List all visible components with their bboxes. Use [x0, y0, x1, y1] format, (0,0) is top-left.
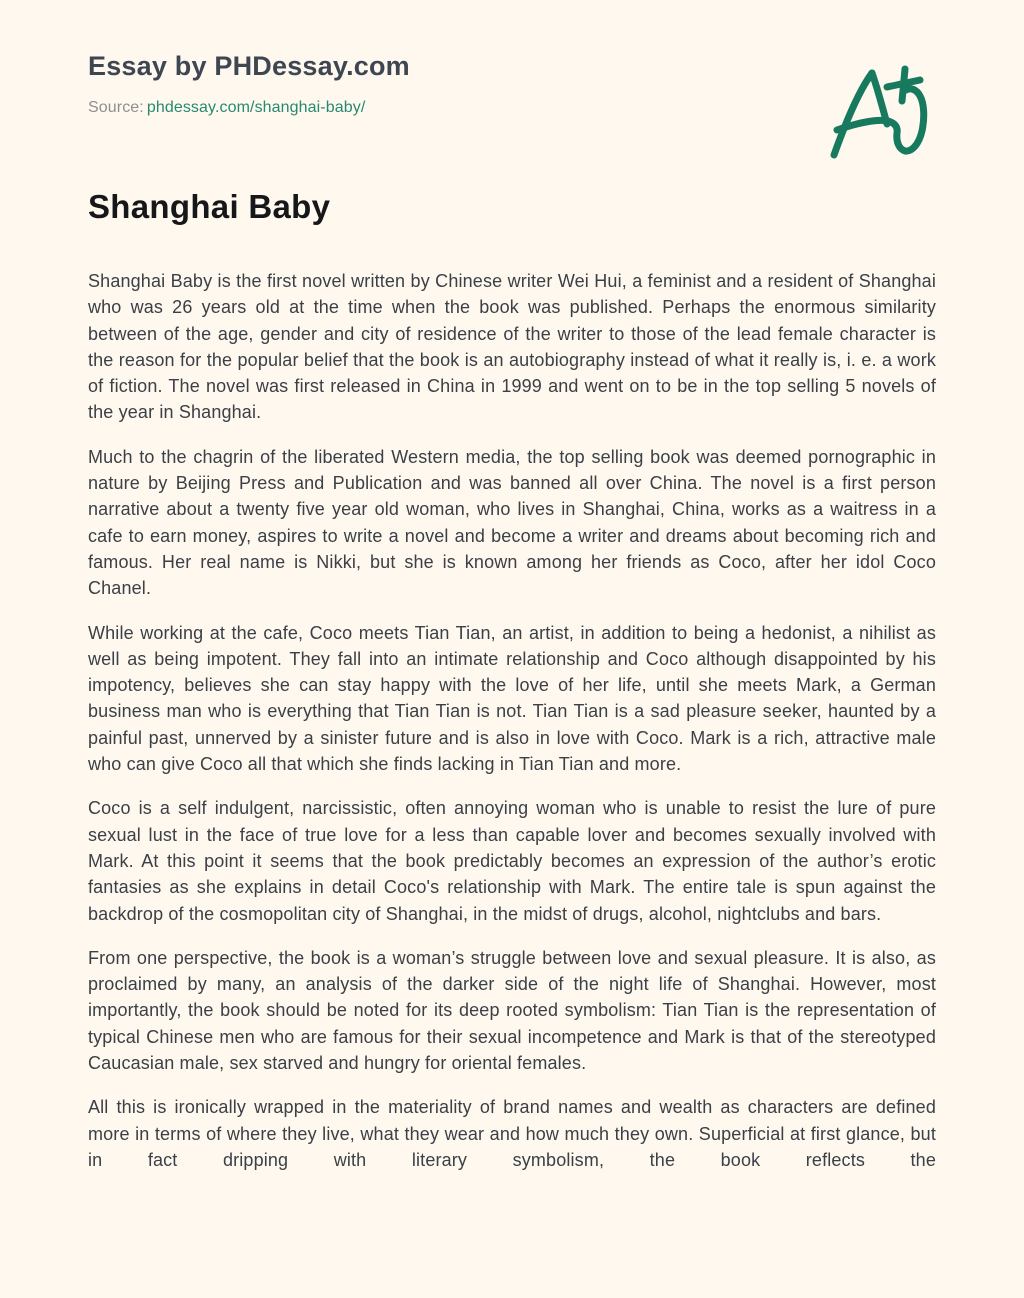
essay-paragraph-6: All this is ironically wrapped in the materiality of brand names and wealth as characters are defined more in terms of where they live, what they wear and how much they own. Superficial at first glance, but in fact dripping with literary symbolism, the book reflects the — [88, 1097, 936, 1170]
essay-paragraph-1: Shanghai Baby is the first novel written by Chinese writer Wei Hui, a feminist and a resident of Shanghai who was 26 years old at the time when the book was published. Perhaps the enormous similarity between of the age, gender and city of residence of the writer to those of the lead female character is the reason for the popular belief that the book is an autobiography instead of what it really is, i. e. a work of fiction. The novel was first released in China in 1999 and went on to be in the top selling 5 novels of the year in Shanghai. — [88, 271, 936, 423]
page-header — [88, 51, 936, 117]
essay-paragraph-4: Coco is a self indulgent, narcissistic, often annoying woman who is unable to resist the lure of pure sexual lust in the face of true love for a less than capable lover and becomes sexually involved with Mark. At this point it seems that the book predictably becomes an expression of the author’s erotic fantasies as she explains in detail Coco's relationship with Mark. The entire tale is spun against the backdrop of the cosmopolitan city of Shanghai, in the midst of drugs, alcohol, nightclubs and bars. — [88, 798, 936, 924]
essay-paragraph-5: From one perspective, the book is a woman’s struggle between love and sexual pleasure. It is also, as proclaimed by many, an analysis of the darker side of the night life of Shanghai. However, most importantly, the book should be noted for its deep rooted symbolism: Tian Tian is the representation of typical Chinese men who are famous for their sexual incompetence and Mark is that of the stereotyped Caucasian male, sex starved and hungry for oriental females. — [88, 947, 936, 1074]
source-link[interactable]: phdessay.com/shanghai-baby/ — [146, 99, 366, 116]
essay-paragraph-2: Much to the chagrin of the liberated Western media, the top selling book was deemed pornographic in nature by Beijing Press and Publication and was banned all over China. The novel is a first person narrative about a twenty five year old woman, who lives in Shanghai, China, works as a waitress in a cafe to earn money, aspires to write a novel and become a writer and dreams about becoming rich and famous. Her real name is Nikki, but she is known among her friends as Coco, after her idol Coco Chanel. — [88, 446, 936, 599]
page-title: Essay by PHDessay.com — [88, 51, 410, 81]
essay-paragraph-3: While working at the cafe, Coco meets Tian Tian, an artist, in addition to being a hedonist, a nihilist as well as being impotent. They fall into an intimate relationship and Coco although disappointed by his impotency, believes she can stay happy with the love of her life, until she meets Mark, a German business man who is everything that Tian Tian is not. Tian Tian is a sad pleasure seeker, haunted by a painful past, unnerved by a sinister future and is also in love with Coco. Mark is a rich, attractive male who can give Coco all that which she finds lacking in Tian Tian and more. — [88, 622, 936, 775]
source-label: Source: — [88, 99, 144, 116]
phdessay-a-plus-logo-icon — [820, 58, 932, 166]
source-line — [88, 99, 936, 117]
essay-title: Shanghai Baby — [88, 188, 331, 225]
essay-body — [88, 268, 936, 1246]
